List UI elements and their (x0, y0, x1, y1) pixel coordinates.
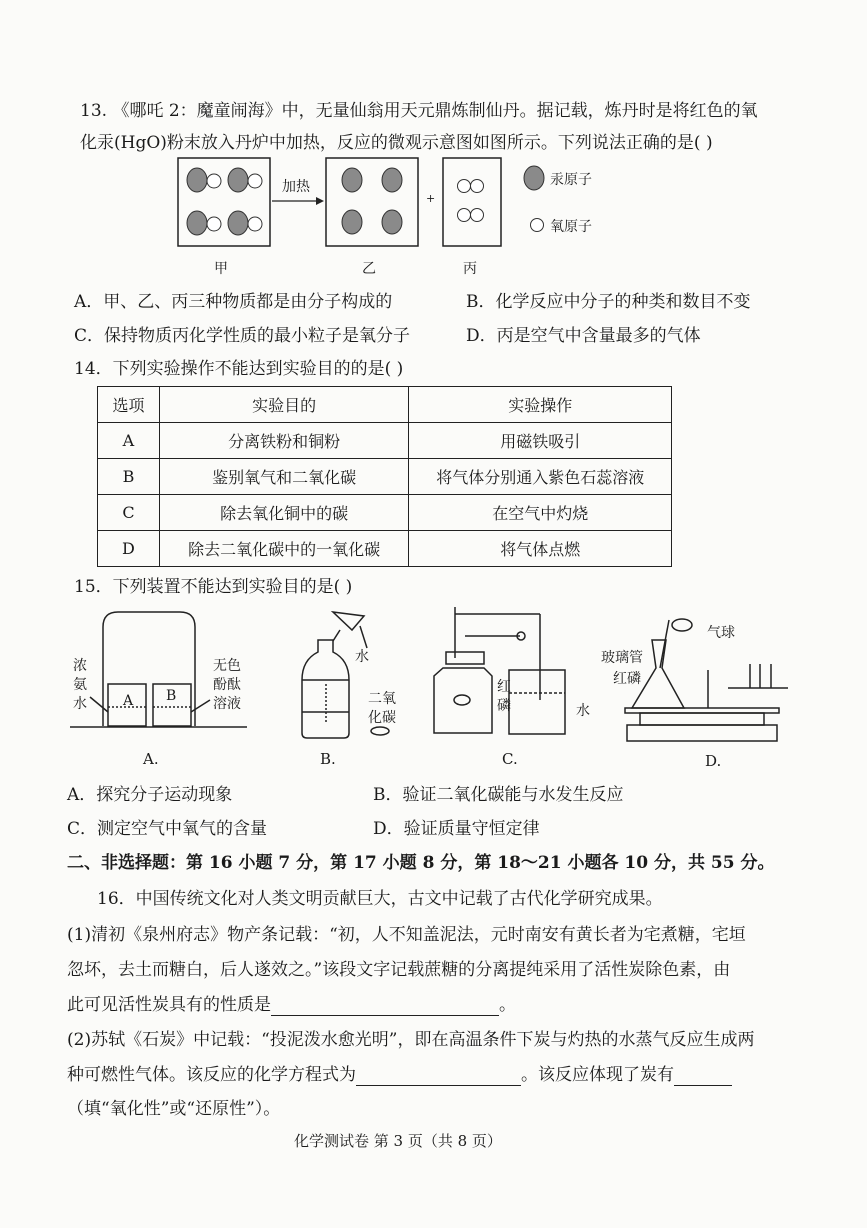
q13-option-b: B．化学反应中分子的种类和数目不变 (466, 292, 751, 312)
label-line: 红 (497, 679, 511, 695)
label-jia: 甲 (214, 261, 228, 277)
label-red-phosphorus (497, 678, 511, 716)
label-line: 浓 (73, 658, 87, 674)
label-line: 氨 (73, 677, 87, 693)
label-line: 化碳 (368, 710, 396, 726)
table-cell: 鉴别氧气和二氧化碳 (159, 459, 409, 495)
table-header: 选项 (98, 387, 160, 423)
label-conc-ammonia (73, 657, 87, 714)
section2-title: 二、非选择题：第 16 小题 7 分，第 17 小题 8 分，第 18～21 小题各 10 分，共 55 分。 (67, 853, 775, 873)
label-yi: 乙 (362, 261, 376, 277)
arrow-label: 加热 (282, 179, 310, 195)
q13-stem-line1: 13. 《哪吒 2：魔童闹海》中，无量仙翁用天元鼎炼制仙丹。据记载，炼丹时是将红色的氧 (80, 101, 758, 121)
label-red-phosphorus-d: 红磷 (613, 671, 641, 687)
q13-option-d: D．丙是空气中含量最多的气体 (466, 326, 701, 346)
label-water-b: 水 (355, 649, 369, 665)
table-cell: B (98, 459, 160, 495)
table-cell: 分离铁粉和铜粉 (159, 423, 409, 459)
answer-blank-1[interactable] (271, 997, 499, 1016)
q16-stem: 16．中国传统文化对人类文明贡献巨大，古文中记载了古代化学研究成果。 (97, 889, 663, 909)
figure-caption-d: D. (705, 752, 722, 770)
label-bing: 丙 (463, 261, 477, 277)
answer-blank-2[interactable] (356, 1067, 521, 1086)
label-glass-tube: 玻璃管 (601, 650, 643, 666)
label-water-c: 水 (576, 703, 590, 719)
figure-caption-a: A. (143, 750, 159, 768)
q16-p2-line3: （填“氧化性”或“还原性”）。 (67, 1099, 281, 1119)
q15-option-d: D．验证质量守恒定律 (373, 819, 540, 839)
answer-blank-3[interactable] (674, 1067, 732, 1086)
q16-p2-line1: (2)苏轼《石炭》中记载：“投泥泼水愈光明”，即在高温条件下炭与灼热的水蒸气反应生成两 (67, 1030, 755, 1050)
label-balloon: 气球 (707, 625, 735, 641)
beaker-b-label: B (166, 688, 177, 704)
table-cell: 除去氧化铜中的碳 (159, 495, 409, 531)
table-cell: 将气体点燃 (409, 531, 672, 567)
table-header: 实验操作 (409, 387, 672, 423)
q16-p1-line2: 忽坏，去土而糖白，后人遂效之。”该段文字记载蔗糖的分离提纯采用了活性炭除色素，由 (67, 960, 731, 980)
q16-p1-line3 (67, 994, 516, 1016)
label-co2 (368, 690, 396, 728)
page-footer: 化学测试卷 第 3 页（共 8 页） (294, 1132, 502, 1150)
legend-o-label: 氧原子 (550, 219, 592, 235)
plus-sign: + (426, 192, 436, 205)
q13-option-a: A．甲、乙、丙三种物质都是由分子构成的 (74, 292, 393, 312)
table-cell: 除去二氧化碳中的一氧化碳 (159, 531, 409, 567)
table-cell: 将气体分别通入紫色石蕊溶液 (409, 459, 672, 495)
q14-stem: 14．下列实验操作不能达到实验目的的是( ) (74, 359, 404, 379)
label-line: 溶液 (213, 696, 241, 712)
figure-caption-c: C. (502, 750, 518, 768)
label-phenolphthalein (213, 657, 241, 714)
q13-stem-line2: 化汞(HgO)粉末放入丹炉中加热，反应的微观示意图如图所示。下列说法正确的是( ) (80, 133, 713, 153)
figure-caption-b: B. (320, 750, 336, 768)
table-header: 实验目的 (159, 387, 409, 423)
table-cell: D (98, 531, 160, 567)
q15-option-b: B．验证二氧化碳能与水发生反应 (373, 785, 624, 805)
label-line: 无色 (213, 658, 241, 674)
label-line: 酚酞 (213, 677, 241, 693)
beaker-a-label: A (123, 693, 134, 709)
q15-option-a: A．探究分子运动现象 (67, 785, 233, 805)
q15-option-c: C．测定空气中氧气的含量 (67, 819, 268, 839)
q16-p1-line1: (1)清初《泉州府志》物产条记载：“初，人不知盖泥法，元时南安有黄长者为宅煮糖，宅垣 (67, 925, 746, 945)
table-cell: 用磁铁吸引 (409, 423, 672, 459)
q16-p2-line2-mid: 。该反应体现了炭有 (521, 1065, 674, 1085)
q16-p2-line2-text: 种可燃性气体。该反应的化学方程式为 (67, 1065, 356, 1085)
q13-option-c: C．保持物质丙化学性质的最小粒子是氧分子 (74, 326, 411, 346)
table-cell: C (98, 495, 160, 531)
q15-stem: 15．下列装置不能达到实验目的是( ) (74, 577, 353, 597)
table-cell: 在空气中灼烧 (409, 495, 672, 531)
label-line: 二氧 (368, 691, 396, 707)
q16-p1-line3-end: 。 (499, 995, 516, 1015)
legend-hg-label: 汞原子 (550, 172, 592, 188)
label-line: 磷 (497, 698, 511, 714)
q16-p2-line2 (67, 1064, 732, 1086)
label-line: 水 (73, 696, 87, 712)
table-cell: A (98, 423, 160, 459)
q16-p1-line3-text: 此可见活性炭具有的性质是 (67, 995, 271, 1015)
